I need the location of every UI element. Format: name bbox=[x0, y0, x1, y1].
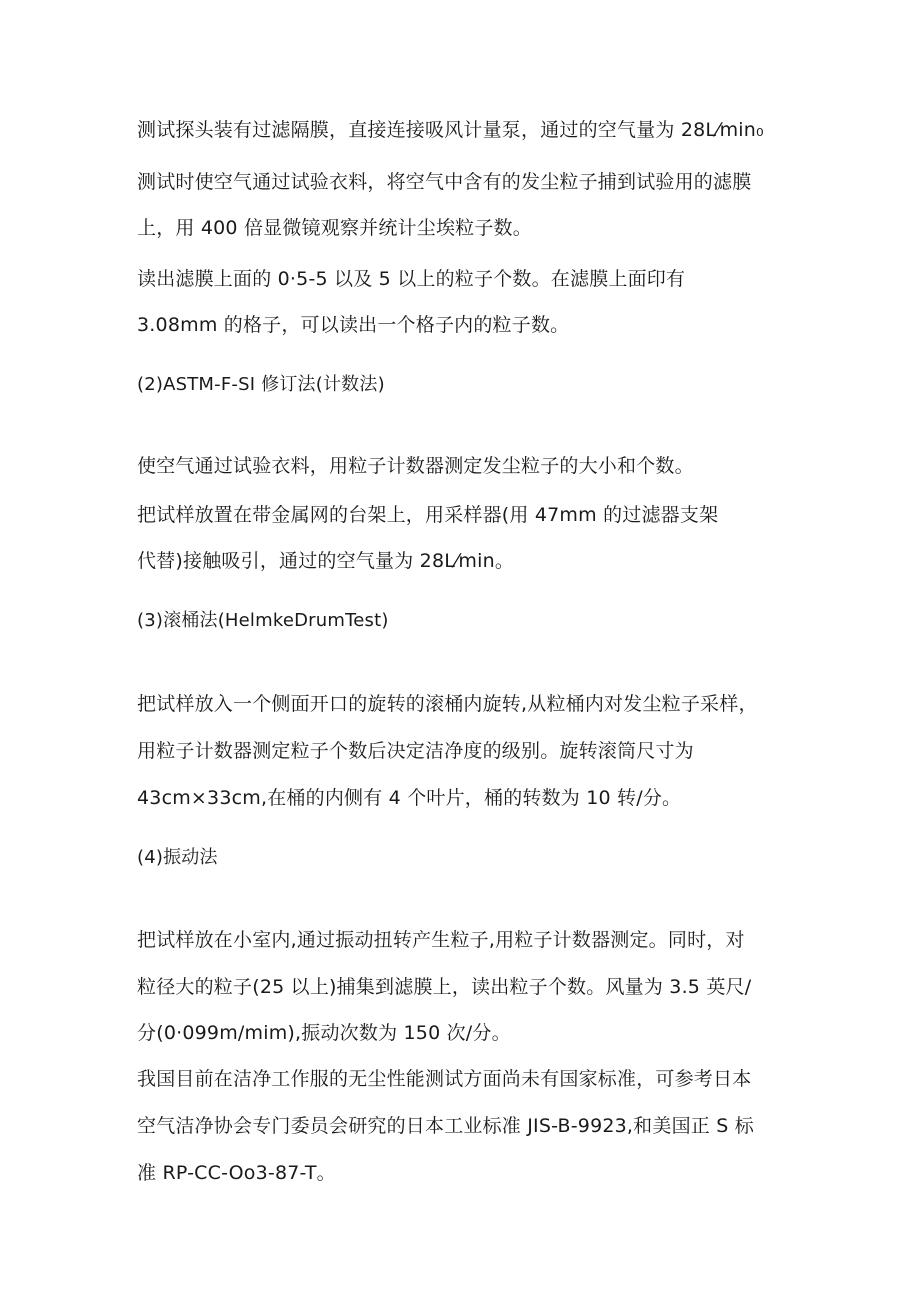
paragraph-line: 43cm×33cm,在桶的内侧有 4 个叶片，桶的转数为 10 转/分。 bbox=[137, 787, 682, 809]
paragraph-line: 分(0·099m/mim),振动次数为 150 次/分。 bbox=[137, 1022, 511, 1044]
paragraph-line: 3.08mm 的格子，可以读出一个格子内的粒子数。 bbox=[137, 314, 570, 336]
section-heading: (3)滚桶法(HelmkeDrumTest) bbox=[137, 610, 389, 631]
paragraph-line: 代替)接触吸引，通过的空气量为 28L⁄min。 bbox=[137, 550, 515, 572]
paragraph-line: 粒径大的粒子(25 以上)捕集到滤膜上，读出粒子个数。风量为 3.5 英尺/ bbox=[137, 976, 752, 998]
paragraph-line: 我国目前在洁净工作服的无尘性能测试方面尚未有国家标准，可参考日本 bbox=[137, 1068, 752, 1090]
paragraph-line: 测试时使空气通过试验衣料，将空气中含有的发尘粒子捕到试验用的滤膜 bbox=[137, 171, 752, 193]
paragraph-line: 空气洁净协会专门委员会研究的日本工业标准 JIS-B-9923,和美国正 S 标 bbox=[137, 1115, 754, 1137]
paragraph-line: 测试探头装有过滤隔膜，直接连接吸风计量泵，通过的空气量为 28L⁄min₀ bbox=[137, 119, 764, 141]
paragraph-line: 把试样放入一个侧面开口的旋转的滚桶内旋转,从粒桶内对发尘粒子采样， bbox=[137, 693, 758, 715]
paragraph-line: 把试样放置在带金属网的台架上，用采样器(用 47mm 的过滤器支架 bbox=[137, 504, 719, 526]
section-heading: (2)ASTM-F-SI 修订法(计数法) bbox=[137, 374, 385, 395]
paragraph-line: 读出滤膜上面的 0·5-5 以及 5 以上的粒子个数。在滤膜上面印有 bbox=[137, 268, 686, 290]
paragraph-line: 准 RP-CC-Oo3-87-T。 bbox=[137, 1162, 336, 1184]
paragraph-line: 使空气通过试验衣料，用粒子计数器测定发尘粒子的大小和个数。 bbox=[137, 455, 694, 477]
section-heading: (4)振动法 bbox=[137, 847, 218, 868]
paragraph-line: 把试样放在小室内,通过振动扭转产生粒子,用粒子计数器测定。同时，对 bbox=[137, 929, 745, 951]
paragraph-line: 上，用 400 倍显微镜观察并统计尘埃粒子数。 bbox=[137, 217, 532, 239]
paragraph-line: 用粒子计数器测定粒子个数后决定洁净度的级别。旋转滚筒尺寸为 bbox=[137, 740, 694, 762]
